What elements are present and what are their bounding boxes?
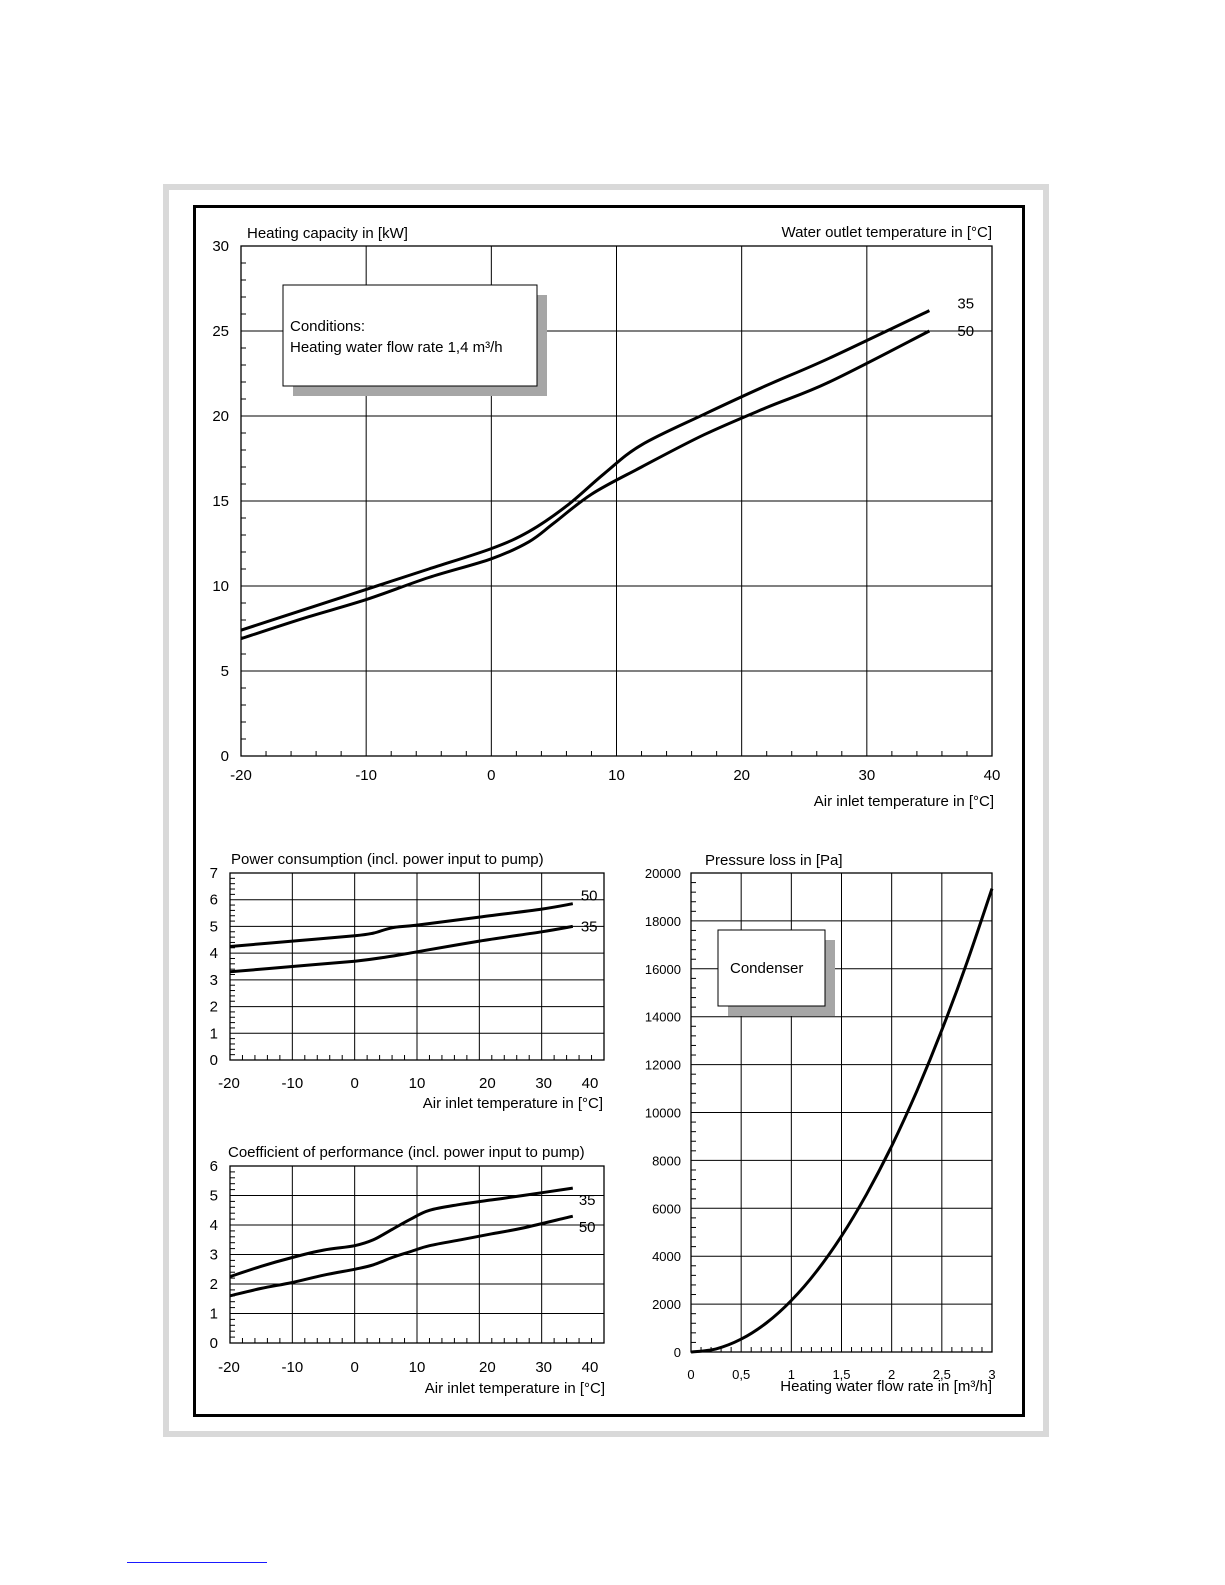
annotation-box bbox=[283, 285, 537, 386]
y-tick-label: 1 bbox=[209, 1305, 218, 1323]
x-tick-label: 0,5 bbox=[732, 1367, 751, 1382]
x-tick-label: 20 bbox=[478, 1075, 496, 1092]
x-tick-label: -20 bbox=[218, 1359, 240, 1376]
chart-title: Coefficient of performance (incl. power input to pump) bbox=[228, 1144, 585, 1161]
y-tick-label: 2000 bbox=[652, 1297, 681, 1313]
series-label: 35 bbox=[957, 295, 975, 313]
y-tick-label: 6 bbox=[209, 1158, 218, 1175]
x-tick-label: 1 bbox=[787, 1367, 795, 1382]
y-tick-label: 10 bbox=[212, 578, 229, 595]
y-tick-label: 12000 bbox=[644, 1057, 681, 1073]
annotation-text: Conditions: bbox=[290, 318, 366, 335]
series-line-35 bbox=[230, 926, 573, 971]
x-tick-label: 2 bbox=[888, 1367, 896, 1382]
x-tick-label: 3 bbox=[988, 1367, 996, 1382]
y-tick-label: 7 bbox=[209, 865, 218, 882]
x-tick-label: 20 bbox=[733, 767, 751, 784]
series-label: 35 bbox=[580, 918, 598, 936]
chart-title: Heating capacity in [kW] bbox=[247, 225, 408, 242]
y-tick-label: 2 bbox=[209, 1276, 218, 1293]
y-tick-label: 2 bbox=[209, 998, 218, 1016]
y-tick-label: 5 bbox=[220, 663, 229, 680]
x-axis-label: Air inlet temperature in [°C] bbox=[422, 1095, 603, 1112]
chart-title: Pressure loss in [Pa] bbox=[705, 852, 843, 869]
series-label: 35 bbox=[578, 1192, 596, 1210]
y-tick-label: 1 bbox=[209, 1025, 218, 1043]
x-tick-label: 30 bbox=[858, 767, 876, 784]
chart-title: Power consumption (incl. power input to pump) bbox=[231, 851, 544, 868]
y-tick-label: 4 bbox=[209, 945, 218, 963]
x-tick-label: 30 bbox=[535, 1359, 553, 1376]
y-tick-label: 0 bbox=[209, 1052, 218, 1069]
x-tick-label: -20 bbox=[230, 767, 252, 784]
y-tick-label: 30 bbox=[212, 238, 229, 255]
x-tick-label: 20 bbox=[478, 1359, 496, 1376]
x-tick-label: 10 bbox=[608, 767, 625, 784]
x-axis-label: Air inlet temperature in [°C] bbox=[813, 793, 994, 810]
legend-title: Water outlet temperature in [°C] bbox=[781, 224, 992, 241]
x-tick-label: 40 bbox=[581, 1359, 599, 1376]
series-line-50 bbox=[230, 904, 573, 947]
chart-2 bbox=[230, 1166, 604, 1343]
series-label: 50 bbox=[957, 323, 975, 340]
y-tick-label: 6 bbox=[209, 891, 218, 909]
x-tick-label: 2,5 bbox=[932, 1367, 951, 1382]
x-tick-label: 10 bbox=[408, 1359, 426, 1376]
series-label: 50 bbox=[580, 887, 598, 905]
y-tick-label: 14000 bbox=[644, 1009, 681, 1025]
x-tick-label: 0 bbox=[350, 1075, 359, 1092]
y-tick-label: 4 bbox=[209, 1217, 218, 1234]
x-tick-label: 30 bbox=[535, 1075, 553, 1092]
y-tick-label: 0 bbox=[209, 1335, 218, 1352]
x-tick-label: -10 bbox=[281, 1075, 304, 1092]
y-tick-label: 18000 bbox=[644, 913, 681, 929]
y-tick-label: 0 bbox=[673, 1345, 681, 1360]
y-tick-label: 8000 bbox=[652, 1153, 681, 1169]
x-tick-label: 0 bbox=[487, 767, 496, 784]
y-tick-label: 20000 bbox=[644, 866, 681, 881]
y-tick-label: 25 bbox=[212, 323, 229, 340]
y-tick-label: 6000 bbox=[652, 1201, 681, 1217]
x-tick-label: -10 bbox=[355, 767, 378, 784]
y-tick-label: 5 bbox=[209, 918, 218, 936]
x-tick-label: -10 bbox=[281, 1359, 304, 1376]
chart-3 bbox=[691, 873, 992, 1352]
y-tick-label: 15 bbox=[212, 493, 229, 510]
annotation-text: Heating water flow rate 1,4 m³/h bbox=[290, 339, 503, 356]
y-tick-label: 0 bbox=[220, 748, 229, 765]
x-axis-label: Air inlet temperature in [°C] bbox=[424, 1380, 605, 1397]
x-tick-label: -20 bbox=[218, 1075, 240, 1092]
y-tick-label: 10000 bbox=[644, 1105, 681, 1121]
y-tick-label: 20 bbox=[212, 408, 229, 425]
footer-link-underline bbox=[127, 1562, 267, 1563]
y-tick-label: 5 bbox=[209, 1187, 218, 1205]
x-tick-label: 1,5 bbox=[832, 1367, 851, 1382]
series-line-35 bbox=[230, 1188, 573, 1277]
x-tick-label: 40 bbox=[581, 1075, 599, 1092]
x-tick-label: 0 bbox=[350, 1359, 359, 1376]
annotation-text: Condenser bbox=[730, 960, 804, 977]
y-tick-label: 4000 bbox=[652, 1249, 681, 1265]
x-tick-label: 10 bbox=[408, 1075, 426, 1092]
x-tick-label: 40 bbox=[983, 767, 1001, 784]
x-tick-label: 0 bbox=[687, 1367, 695, 1382]
y-tick-label: 3 bbox=[209, 1246, 218, 1264]
series-label: 50 bbox=[578, 1219, 596, 1237]
y-tick-label: 16000 bbox=[644, 961, 681, 977]
x-axis-label: Heating water flow rate in [m³/h] bbox=[780, 1378, 992, 1395]
y-tick-label: 3 bbox=[209, 971, 218, 989]
chart-1 bbox=[230, 873, 604, 1060]
